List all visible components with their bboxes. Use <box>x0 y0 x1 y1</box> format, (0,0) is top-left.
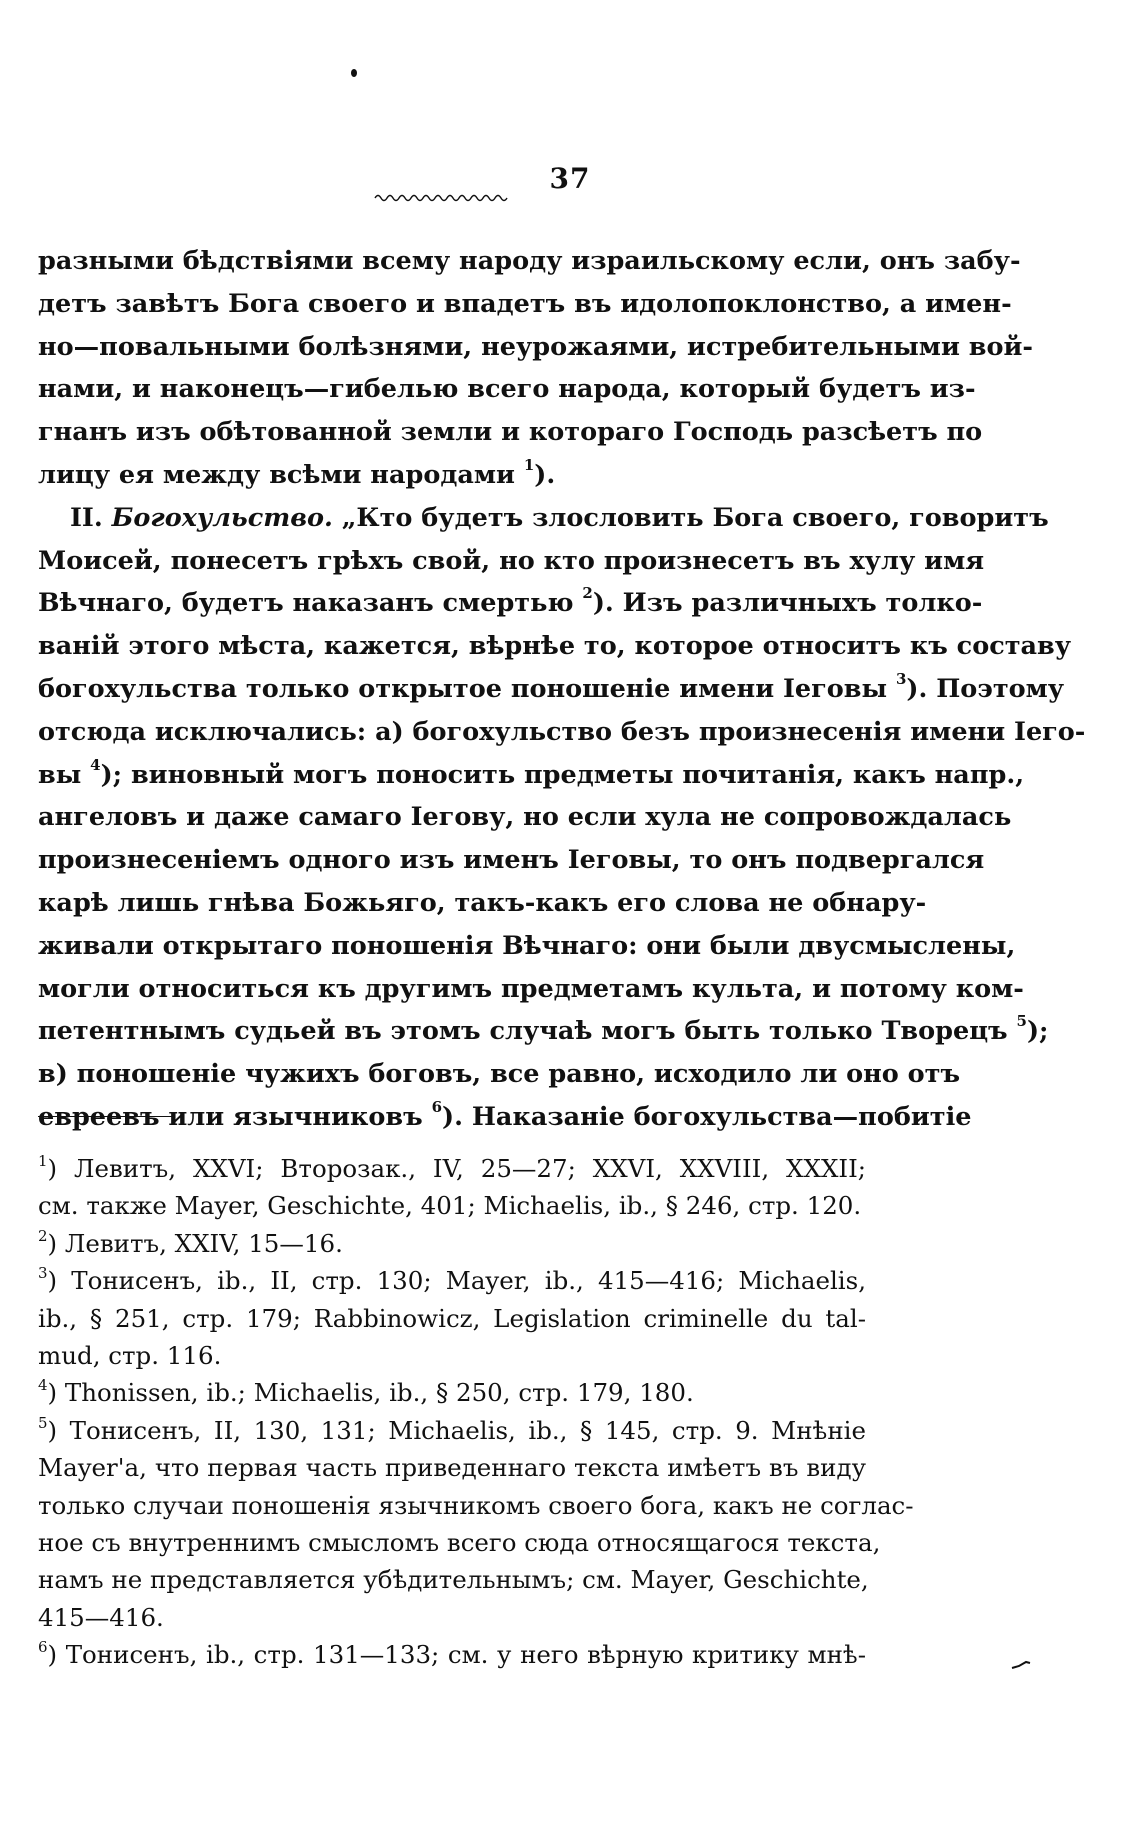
footnote-line: ib., § 251, стр. 179; Rabbinowicz, Legislation criminelle du tal- <box>38 1303 866 1333</box>
footnote-line: 415—416. <box>38 1602 164 1632</box>
footnote-line: намъ не представляется убѣдительнымъ; см. Mayer, Geschichte, <box>38 1565 869 1595</box>
text-line: вы $^4$); виновный могъ поносить предметы почитанія, какъ напр., <box>38 755 1025 790</box>
text-line: но—повальными болѣзнями, неурожаями, истребительными вой- <box>38 331 1033 362</box>
footnotes <box>38 1150 914 1673</box>
footnote-line: ное съ внутреннимъ смысломъ всего сюда относящагося текста, <box>38 1527 881 1557</box>
text-line: II. Богохульство. „Кто будетъ злословить Бога своего, говоритъ <box>70 502 1049 533</box>
footnote-line: $^5$) Тонисенъ, II, 130, 131; Michaelis, ib., § 145, стр. 9. Мнѣніе <box>38 1413 866 1445</box>
footnote-line: только случаи поношенія язычникомъ своего бога, какъ не соглас- <box>38 1490 914 1520</box>
footnote-ref: 6 <box>431 1097 443 1116</box>
footnote-number: 4 <box>38 1376 48 1395</box>
footnote-ref: 4 <box>90 755 101 774</box>
text-line: ангеловъ и даже самаго Іегову, но если хула не сопровождалась <box>38 802 1012 833</box>
ink-mark <box>1010 1660 1032 1670</box>
footnote-line: см. также Mayer, Geschichte, 401; Michaelis, ib., § 246, стр. 120. <box>38 1191 862 1221</box>
footnote-ref: 2 <box>582 584 593 603</box>
text-line: в) поношеніе чужихъ боговъ, все равно, исходило ли оно отъ <box>38 1059 961 1090</box>
footnote-ref: 5 <box>1016 1012 1027 1031</box>
text-line: гнанъ изъ обѣтованной земли и котораго Господь разсѣетъ по <box>38 417 983 448</box>
text-line: нами, и наконецъ—гибелью всего народа, который будетъ из- <box>38 374 976 405</box>
footnote-number: 1 <box>38 1152 48 1170</box>
text-line: разными бѣдствіями всему народу израильскому если, онъ забу- <box>38 246 1021 276</box>
footnote-separator <box>38 1116 173 1117</box>
page-number: 37 <box>549 162 591 195</box>
text-line: произнесеніемъ одного изъ именъ Іеговы, то онъ подвергался <box>38 845 985 876</box>
text-line: лицу ея между всѣми народами $^1$). <box>38 455 556 490</box>
footnote-line: $^2$) Левитъ, XXIV, 15—16. <box>38 1226 343 1258</box>
text-line: карѣ лишь гнѣва Божьяго, такъ-какъ его слова не обнару- <box>38 887 927 918</box>
footnote-ref: 3 <box>895 669 907 688</box>
footnote-number: 3 <box>38 1264 48 1283</box>
footnote-number: 5 <box>38 1413 48 1432</box>
footnote-number: 6 <box>38 1638 48 1657</box>
text-line: Моисей, понесетъ грѣхъ свой, но кто произнесетъ въ хулу имя <box>38 545 985 576</box>
footnote-ref: 1 <box>523 455 535 474</box>
text-line: ваній этого мѣста, кажется, вѣрнѣе то, которое относитъ къ составу <box>38 631 1072 662</box>
footnote-line: $^1$) Левитъ, XXVI; Второзак., IV, 25—27; XXVI, XXVIII, XXXII; <box>38 1152 866 1183</box>
section-heading: Богохульство. <box>111 502 333 533</box>
text-line: могли относиться къ другимъ предметамъ культа, и потому ком- <box>38 973 1024 1004</box>
footnote-line: Mayer'a, что первая часть приведеннаго текста имѣетъ въ виду <box>38 1453 866 1483</box>
text-line: Вѣчнаго, будетъ наказанъ смертью $^2$). Изъ различныхъ толко- <box>38 584 983 619</box>
footnote-line: mud, стр. 116. <box>38 1340 222 1370</box>
text-line: евреевъ или язычниковъ $^6$). Наказаніе богохульства—побитіе <box>38 1097 972 1132</box>
text-line: живали открытаго поношенія Вѣчнаго: они были двусмыслены, <box>38 930 1016 961</box>
text-line: петентнымъ судьей въ этомъ случаѣ могъ быть только Творецъ $^5$); <box>38 1012 1049 1047</box>
text-line: отсюда исключались: а) богохульство безъ произнесенія имени Іего- <box>38 716 1086 747</box>
main-text <box>38 240 1086 1139</box>
wavy-rule-ornament <box>375 193 510 203</box>
ink-speck <box>351 69 357 77</box>
text-line: богохульства только открытое поношеніе имени Іеговы $^3$). Поэтому <box>38 669 1065 704</box>
text-line: детъ завѣтъ Бога своего и впадетъ въ идолопоклонство, а имен- <box>38 288 1012 319</box>
footnote-line: $^4$) Thonissen, ib.; Michaelis, ib., § 250, стр. 179, 180. <box>38 1376 694 1408</box>
footnote-line: $^3$) Тонисенъ, ib., II, стр. 130; Mayer, ib., 415—416; Michaelis, <box>38 1264 866 1296</box>
section-number: II. <box>70 502 103 533</box>
footnote-number: 2 <box>38 1226 48 1245</box>
footnote-line: $^6$) Тонисенъ, ib., стр. 131—133; см. у него вѣрную критику мнѣ- <box>38 1638 866 1670</box>
